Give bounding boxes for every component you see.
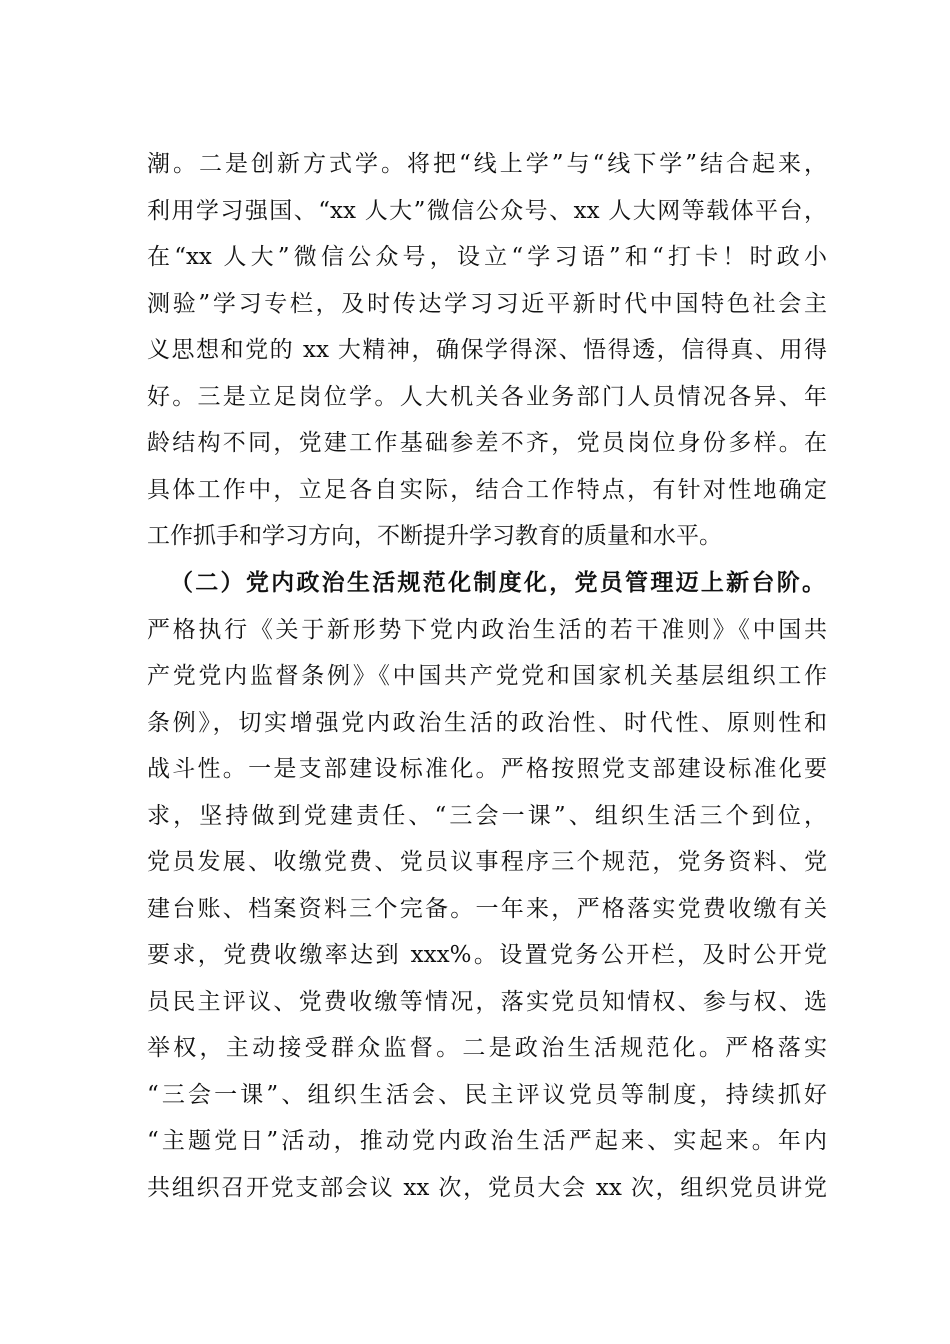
paragraph-line-12: 产党党内监督条例》《中国共产党党和国家机关基层组织工作 — [147, 663, 827, 689]
paragraph-line-9: 工作抓手和学习方向，不断提升学习教育的质量和水平。 — [147, 523, 722, 549]
paragraph-line-2: 利用学习强国、“xx 人大”微信公众号、xx 人大网等载体平台， — [147, 198, 827, 224]
paragraph-line-18: 要求，党费收缴率达到 xxx%。设置党务公开栏，及时公开党 — [147, 942, 827, 968]
paragraph-line-17: 建台账、档案资料三个完备。一年来，严格落实党费收缴有关 — [147, 896, 827, 922]
paragraph-line-5: 义思想和党的 xx 大精神，确保学得深、悟得透，信得真、用得 — [147, 337, 827, 363]
paragraph-line-14: 战斗性。一是支部建设标准化。严格按照党支部建设标准化要 — [147, 756, 827, 782]
paragraph-line-22: “主题党日”活动，推动党内政治生活严起来、实起来。年内 — [147, 1128, 827, 1154]
paragraph-line-7: 龄结构不同，党建工作基础参差不齐，党员岗位身份多样。在 — [147, 430, 827, 456]
paragraph-line-16: 党员发展、收缴党费、党员议事程序三个规范，党务资料、党 — [147, 849, 827, 875]
paragraph-line-21: “三会一课”、组织生活会、民主评议党员等制度，持续抓好 — [147, 1082, 827, 1108]
paragraph-line-11: 严格执行《关于新形势下党内政治生活的若干准则》《中国共 — [147, 617, 827, 643]
paragraph-line-3: 在“xx 人大”微信公众号，设立“学习语”和“打卡！时政小 — [147, 244, 827, 270]
paragraph-line-15: 求，坚持做到党建责任、“三会一课”、组织生活三个到位， — [147, 803, 827, 829]
paragraph-line-6: 好。三是立足岗位学。人大机关各业务部门人员情况各异、年 — [147, 384, 827, 410]
paragraph-line-8: 具体工作中，立足各自实际，结合工作特点，有针对性地确定 — [147, 477, 827, 503]
paragraph-line-23: 共组织召开党支部会议 xx 次，党员大会 xx 次，组织党员讲党 — [147, 1175, 827, 1201]
section-heading: （二）党内政治生活规范化制度化，党员管理迈上新台阶。 — [170, 569, 825, 596]
paragraph-line-1: 潮。二是创新方式学。将把“线上学”与“线下学”结合起来， — [147, 151, 827, 177]
paragraph-line-4: 测验”学习专栏，及时传达学习习近平新时代中国特色社会主 — [147, 291, 827, 317]
paragraph-line-19: 员民主评议、党费收缴等情况，落实党员知情权、参与权、选 — [147, 989, 827, 1015]
paragraph-line-20: 举权，主动接受群众监督。二是政治生活规范化。严格落实 — [147, 1035, 827, 1061]
paragraph-line-13: 条例》，切实增强党内政治生活的政治性、时代性、原则性和 — [147, 710, 827, 736]
